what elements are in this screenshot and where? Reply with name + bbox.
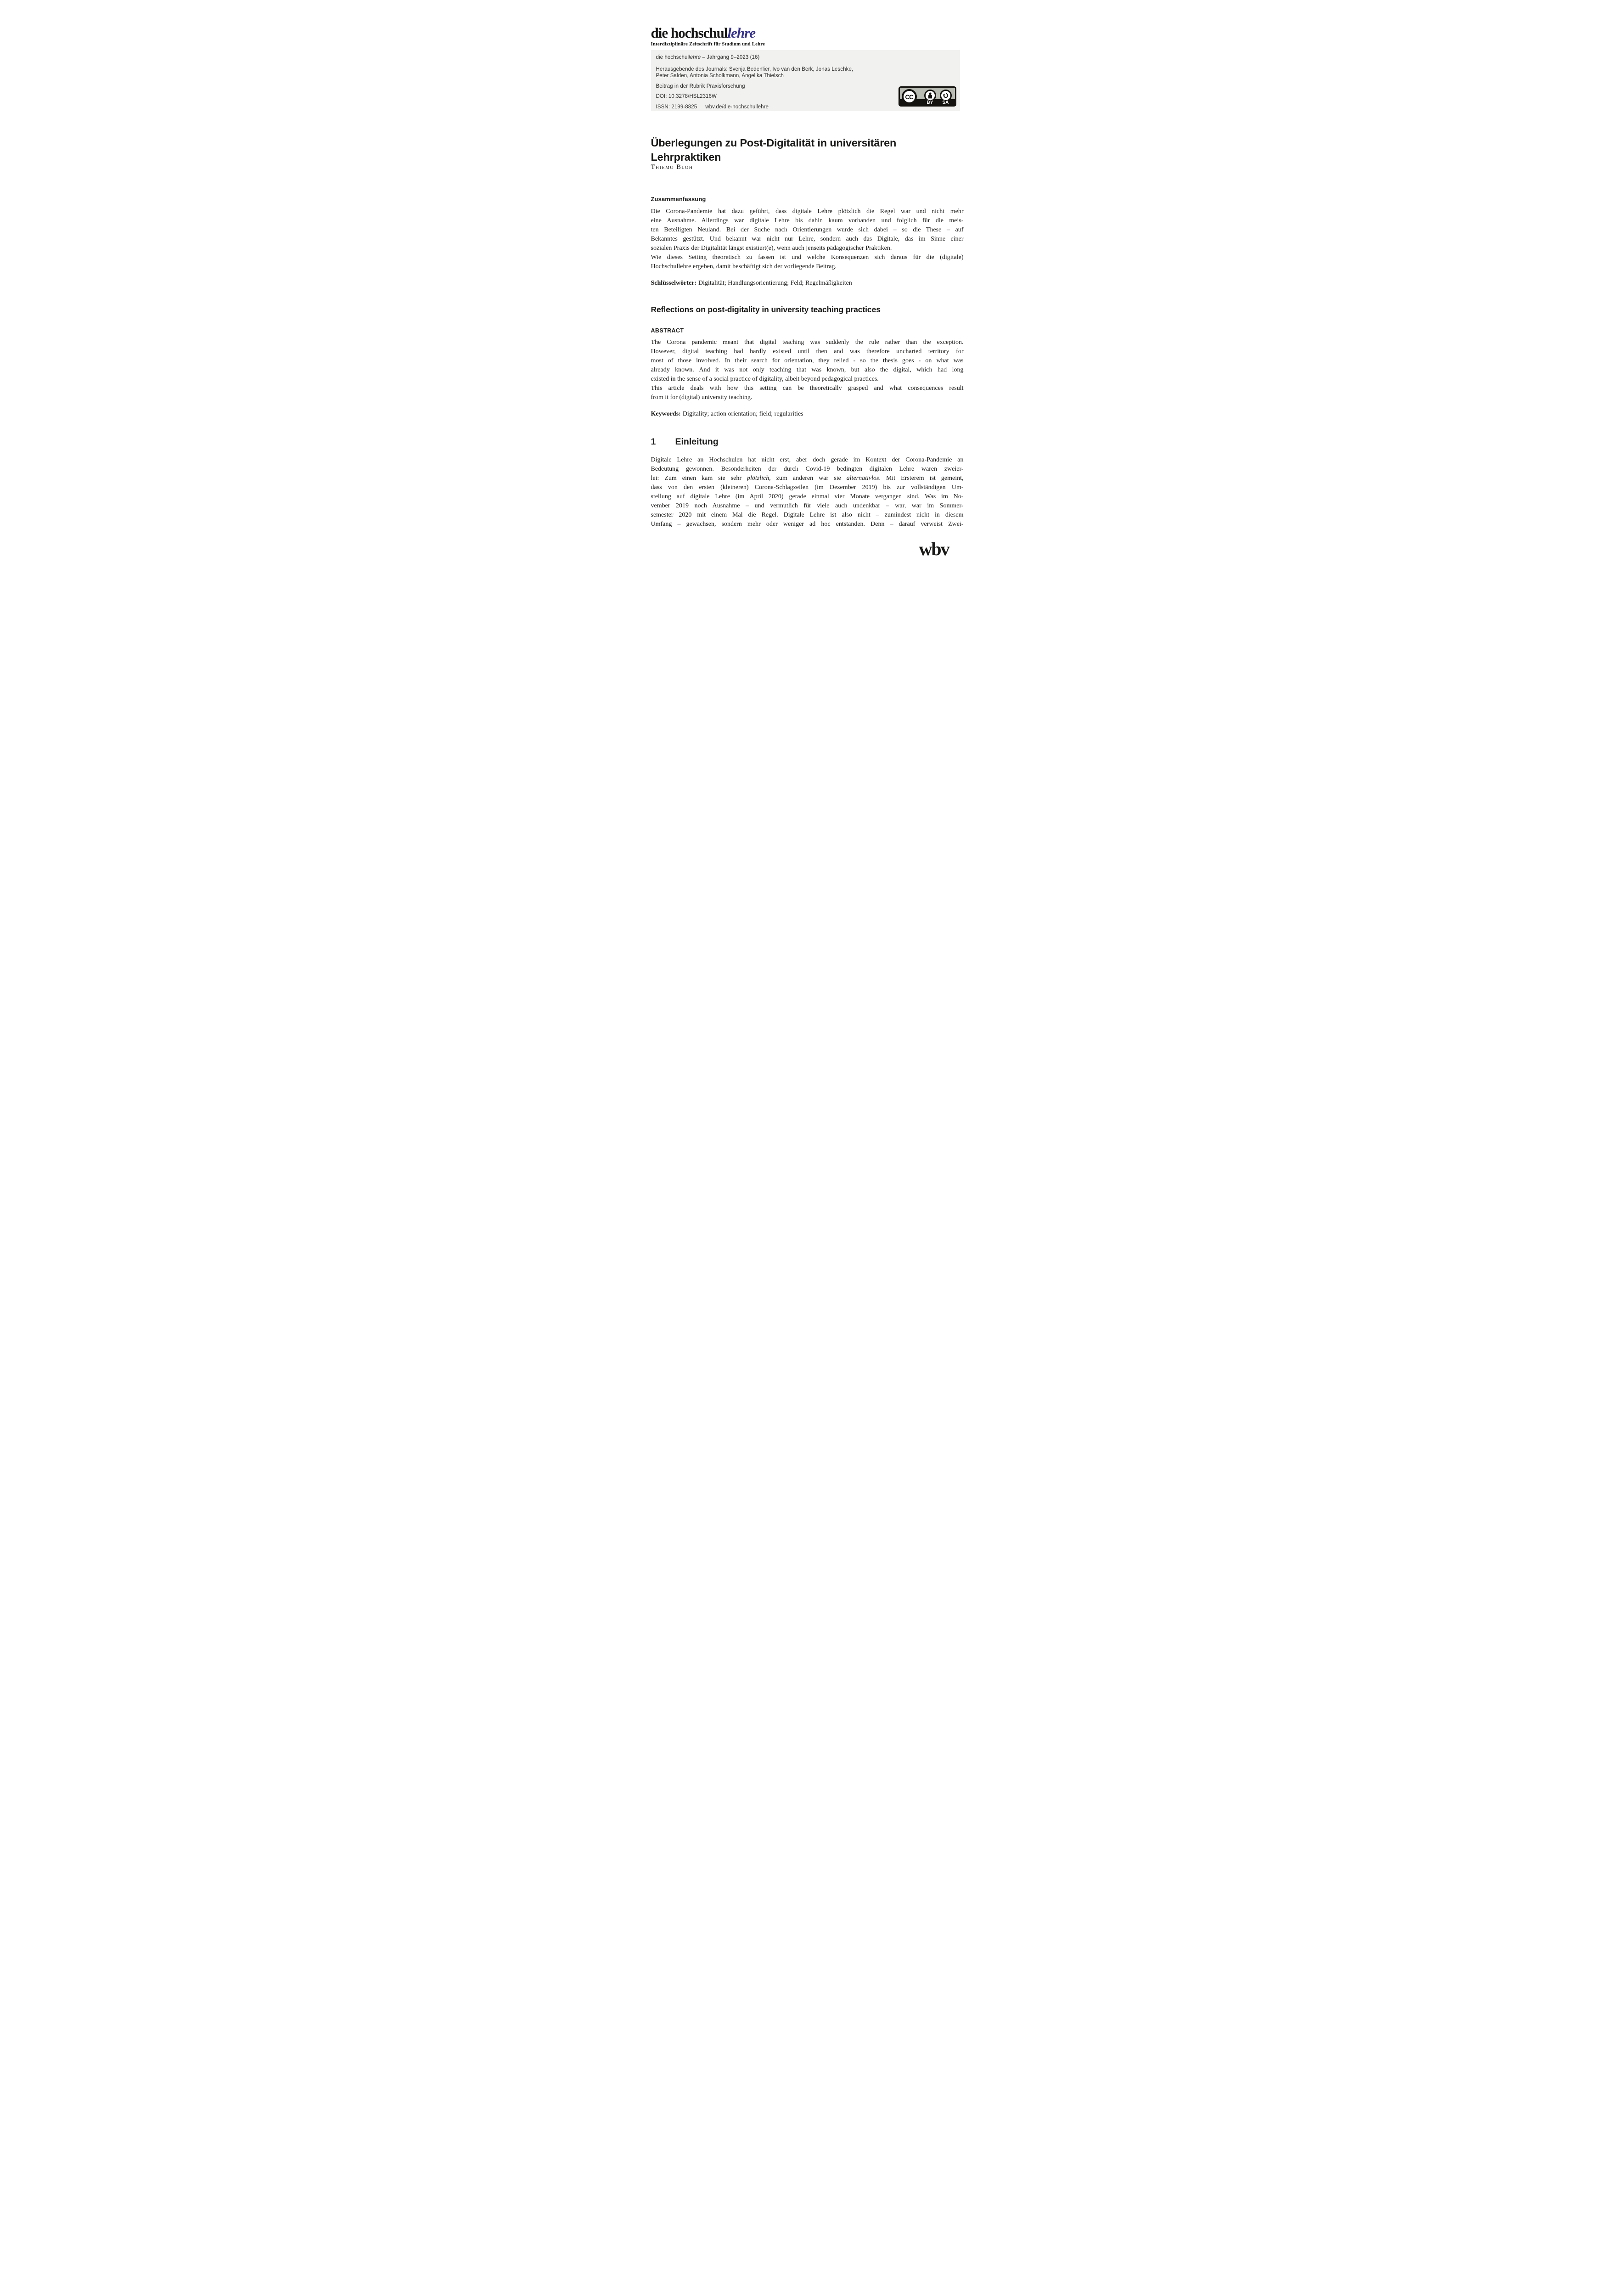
keywords-en-list: Digitality; action orientation; field; regularities (682, 411, 803, 417)
section-1-number: 1 (651, 437, 656, 447)
journal-website: wbv.de/die-hochschullehre (705, 104, 769, 110)
article-title-en: Reflections on post-digitality in university teaching practices (651, 305, 881, 314)
text-line: The Corona pandemic meant that digital teaching was suddenly the rule rather than the exception. (651, 339, 964, 346)
journal-masthead (651, 26, 765, 47)
keywords-de-label: Schlüsselwörter: (651, 280, 697, 287)
cc-by-label: BY (927, 100, 933, 105)
keywords-de-line (651, 280, 852, 287)
text-line: from it for (digital) university teaching. (651, 394, 753, 401)
keywords-de-list: Digitalität; Handlungsorientierung; Feld; Regelmäßigkeiten (698, 280, 852, 287)
abstract-en-text (651, 338, 964, 402)
article-title-line-2: Lehrpraktiken (651, 151, 721, 163)
text-line: Hochschullehre ergeben, damit beschäftigt sich der vorliegende Beitrag. (651, 263, 837, 270)
issn-number: ISSN: 2199-8825 (656, 104, 697, 110)
section-1-heading (651, 437, 719, 447)
journal-issue-suffix: – Jahrgang 9–2023 (16) (701, 55, 760, 60)
text-line: dass von den ersten (kleineren) Corona-Schlagzeilen (im Dezember 2019) bis zur vollständigen Um- (651, 484, 964, 491)
editors-line-1: Herausgebende des Journals: Svenja Bedenlier, Ivo van den Berk, Jonas Leschke, (656, 66, 854, 72)
keywords-en-line (651, 411, 803, 418)
rubric-line: Beitrag in der Rubrik Praxisforschung (656, 83, 745, 89)
journal-issue-line (656, 54, 955, 61)
abstract-de-text (651, 207, 964, 271)
keywords-en-label: Keywords: (651, 411, 681, 417)
doi-line: DOI: 10.3278/HSL2316W (656, 94, 717, 99)
article-title-line-1: Überlegungen zu Post-Digitalität in universitären (651, 136, 897, 149)
text-line: semester 2020 mit einem Mal die Regel. Digitale Lehre ist also nicht – zumindest nicht in diesem (651, 512, 964, 518)
journal-issue-prefix: die hochschul (656, 55, 689, 60)
author-name: Thiemo Bloh (651, 163, 693, 171)
journal-subtitle: Interdisziplinäre Zeitschrift für Studium und Lehre (651, 41, 765, 47)
text-line: stellung auf digitale Lehre (im April 2020) gerade einmal vier Monate vergangen sind. Was im No- (651, 493, 964, 500)
wbv-publisher-logo: wbv (919, 539, 949, 559)
article-title-de (651, 136, 968, 164)
text-line: most of those involved. In their search for orientation, they relied - so the thesis goes - on what was (651, 357, 964, 364)
text-line: already known. And it was not only teaching that was known, but also the digital, which had long (651, 366, 964, 373)
text-line: Digitale Lehre an Hochschulen hat nicht erst, aber doch gerade im Kontext der Corona-Pandemie an (651, 456, 964, 463)
editors-line-2: Peter Salden, Antonia Scholkmann, Angelika Thielsch (656, 73, 784, 79)
journal-logo-accent: lehre (727, 25, 755, 41)
editors-line (656, 66, 955, 79)
text-line: sozialen Praxis der Digitalität längst existiert(e), wenn auch jenseits pädagogischer Praktiken. (651, 245, 892, 252)
text-line: Umfang – gewachsen, sondern mehr oder weniger ad hoc entstanden. Denn – darauf verweist Zwei- (651, 521, 964, 528)
text-line: However, digital teaching had hardly existed until then and was therefore uncharted territory for (651, 348, 964, 355)
text-line: ten Beteiligten Neuland. Bei der Suche nach Orientierungen wurde sich dabei – so die These – auf (651, 226, 964, 233)
journal-article-page (609, 0, 1015, 574)
text-line: This article deals with how this setting can be theoretically grasped and what consequences result (651, 385, 964, 392)
section-1-paragraph (651, 456, 964, 529)
text-line: eine Ausnahme. Allerdings war digitale Lehre bis dahin kaum vorhanden und folglich für die meis- (651, 217, 964, 224)
cc-by-sa-badge (899, 86, 956, 107)
abstract-de-heading: Zusammenfassung (651, 196, 706, 203)
text-line: lei: Zum einen kam sie sehr plötzlich, zum anderen war sie alternativlos. Mit Ersterem ist gemeint, (651, 475, 964, 482)
section-1-title: Einleitung (675, 437, 719, 447)
cc-sa-label: SA (942, 100, 949, 105)
journal-logo-black: die hochschul (651, 25, 728, 41)
text-line: Wie dieses Setting theoretisch zu fassen ist und welche Konsequenzen sich daraus für die (digitale) (651, 254, 964, 261)
journal-issue-italic: lehre (689, 55, 701, 60)
text-line: Die Corona-Pandemie hat dazu geführt, dass digitale Lehre plötzlich die Regel war und nicht mehr (651, 208, 964, 215)
text-line: existed in the sense of a social practice of digitality, albeit beyond pedagogical practices. (651, 376, 879, 383)
abstract-en-heading: ABSTRACT (651, 327, 684, 334)
cc-icon: CC (902, 89, 917, 104)
text-line: vember 2019 noch Ausnahme – und vermutlich für viele auch undenkbar – war, war im Sommer- (651, 502, 964, 509)
text-line: Bedeutung gewonnen. Besonderheiten der durch Covid-19 bedingten digitalen Lehre waren zweier- (651, 466, 964, 473)
journal-logo (651, 26, 765, 40)
text-line: Bekanntes gestützt. Und bekannt war nicht nur Lehre, sondern auch das Digitale, das im Sinne einer (651, 236, 964, 242)
